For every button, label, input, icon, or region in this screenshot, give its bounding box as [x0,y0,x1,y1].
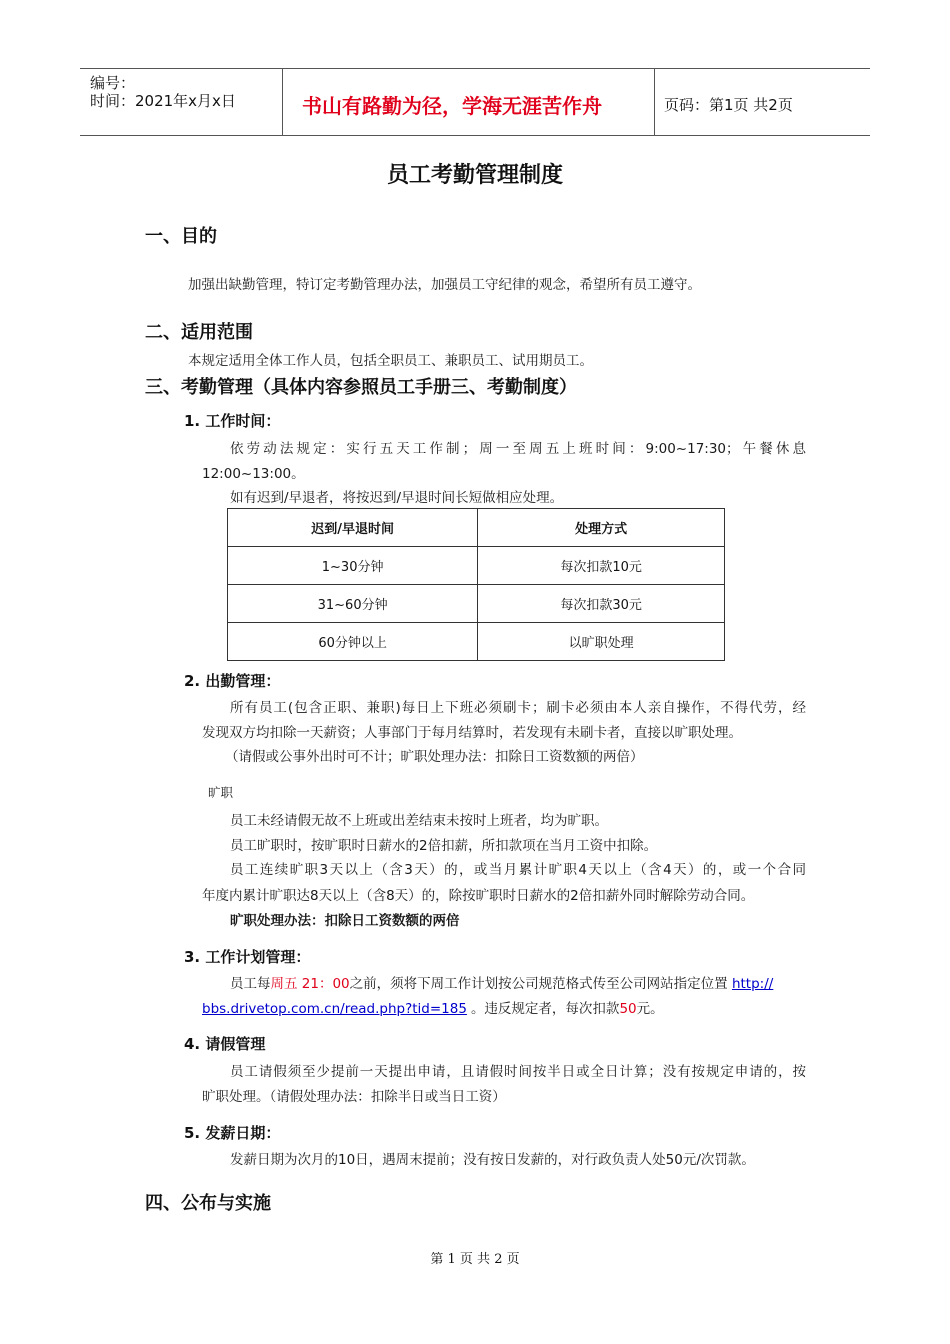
header-motto: 书山有路勤为径，学海无涯苦作舟 [302,94,602,118]
absence-line-4: 年度内累计旷职达8天以上（含8天）的，除按旷职时日薪水的2倍扣薪外同时解除劳动合同。 [202,888,755,904]
subsection-leave-heading: 4. 请假管理 [184,1035,266,1053]
attendance-line-2: 发现双方均扣除一天薪资；人事部门于每月结算时，若发现有未刷卡者，直接以旷职处理。 [202,725,742,741]
work-plan-unit: 元。 [636,1001,664,1017]
section-4-heading: 四、公布与实施 [145,1193,271,1214]
table-cell: 60分钟以上 [228,623,478,661]
header-number: 编号： [90,74,136,92]
header-top-border [80,68,870,69]
table-header-cell: 处理方式 [478,509,725,547]
absence-label: 旷职 [208,785,234,800]
page-footer: 第 1 页 共 2 页 [430,1252,520,1267]
table-cell: 31~60分钟 [228,585,478,623]
work-plan-deadline: 周五 21：00 [270,976,350,992]
table-cell: 1~30分钟 [228,547,478,585]
leave-line-2: 旷职处理。（请假处理办法：扣除半日或当日工资） [202,1089,506,1105]
subsection-work-plan-heading: 3. 工作计划管理： [184,948,311,966]
work-plan-fine: 50 [619,1001,637,1017]
section-2-heading: 二、适用范围 [145,322,253,343]
attendance-line-1: 所有员工(包含正职、兼职)每日上下班必须刷卡；刷卡必须由本人亲自操作，不得代劳，经 [230,700,806,716]
subsection-attendance-heading: 2. 出勤管理： [184,672,281,690]
work-plan-line-2 [202,997,664,1017]
section-1-text: 加强出缺勤管理，特订定考勤管理办法，加强员工守纪律的观念，希望所有员工遵守。 [188,277,701,293]
payday-line-1: 发薪日期为次月的10日，遇周末提前；没有按日发薪的，对行政负责人处50元/次罚款。 [230,1152,755,1168]
subsection-payday-heading: 5. 发薪日期： [184,1124,281,1142]
section-3-heading: 三、考勤管理（具体内容参照员工手册三、考勤制度） [145,377,577,398]
work-hours-line-3: 如有迟到/早退者，将按迟到/早退时间长短做相应处理。 [230,490,564,506]
document-title: 员工考勤管理制度 [386,163,563,188]
subsection-work-hours-heading: 1. 工作时间： [184,412,281,430]
section-2-text: 本规定适用全体工作人员，包括全职员工、兼职员工、试用期员工。 [188,353,593,369]
table-header-cell: 迟到/早退时间 [228,509,478,547]
absence-rule: 旷职处理办法：扣除日工资数额的两倍 [230,913,460,929]
table-row [228,623,725,661]
header-divider-right [654,68,655,136]
absence-line-3: 员工连续旷职3天以上（含3天）的，或当月累计旷职4天以上（含4天）的，或一个合同 [230,862,806,878]
attendance-line-3: （请假或公事外出时可不计；旷职处理办法：扣除日工资数额的两倍） [225,749,644,765]
leave-line-1: 员工请假须至少提前一天提出申请，且请假时间按半日或全日计算；没有按规定申请的，按 [230,1064,806,1080]
header-divider-left [282,68,283,136]
work-plan-line-1 [230,972,773,992]
table-row [228,547,725,585]
header-page-number: 页码：第1页 共2页 [664,96,793,114]
work-plan-link-part-2[interactable]: bbs.drivetop.com.cn/read.php?tid=185 [202,1001,467,1017]
absence-line-2: 员工旷职时，按旷职时日薪水的2倍扣薪，所扣款项在当月工资中扣除。 [230,838,658,854]
work-plan-text-pre: 员工每 [230,976,271,992]
table-header-row [228,509,725,547]
table-cell: 每次扣款30元 [478,585,725,623]
section-1-heading: 一、目的 [145,226,217,247]
table-cell: 每次扣款10元 [478,547,725,585]
header-time: 时间：2021年x月x日 [90,92,236,110]
work-plan-text-post: 。违反规定者，每次扣款 [470,1001,620,1017]
table-row [228,585,725,623]
work-hours-line-2: 12:00~13:00。 [202,466,305,482]
late-penalty-table [227,508,725,661]
header-bottom-border [80,135,870,136]
work-plan-text-mid: 之前，须将下周工作计划按公司规范格式传至公司网站指定位置 [349,976,732,992]
work-plan-link-part-1[interactable]: http:// [731,976,774,992]
table-cell: 以旷职处理 [478,623,725,661]
work-hours-line-1: 依劳动法规定：实行五天工作制；周一至周五上班时间：9:00~17:30；午餐休息 [230,441,806,457]
absence-line-1: 员工未经请假无故不上班或出差结束未按时上班者，均为旷职。 [230,813,608,829]
